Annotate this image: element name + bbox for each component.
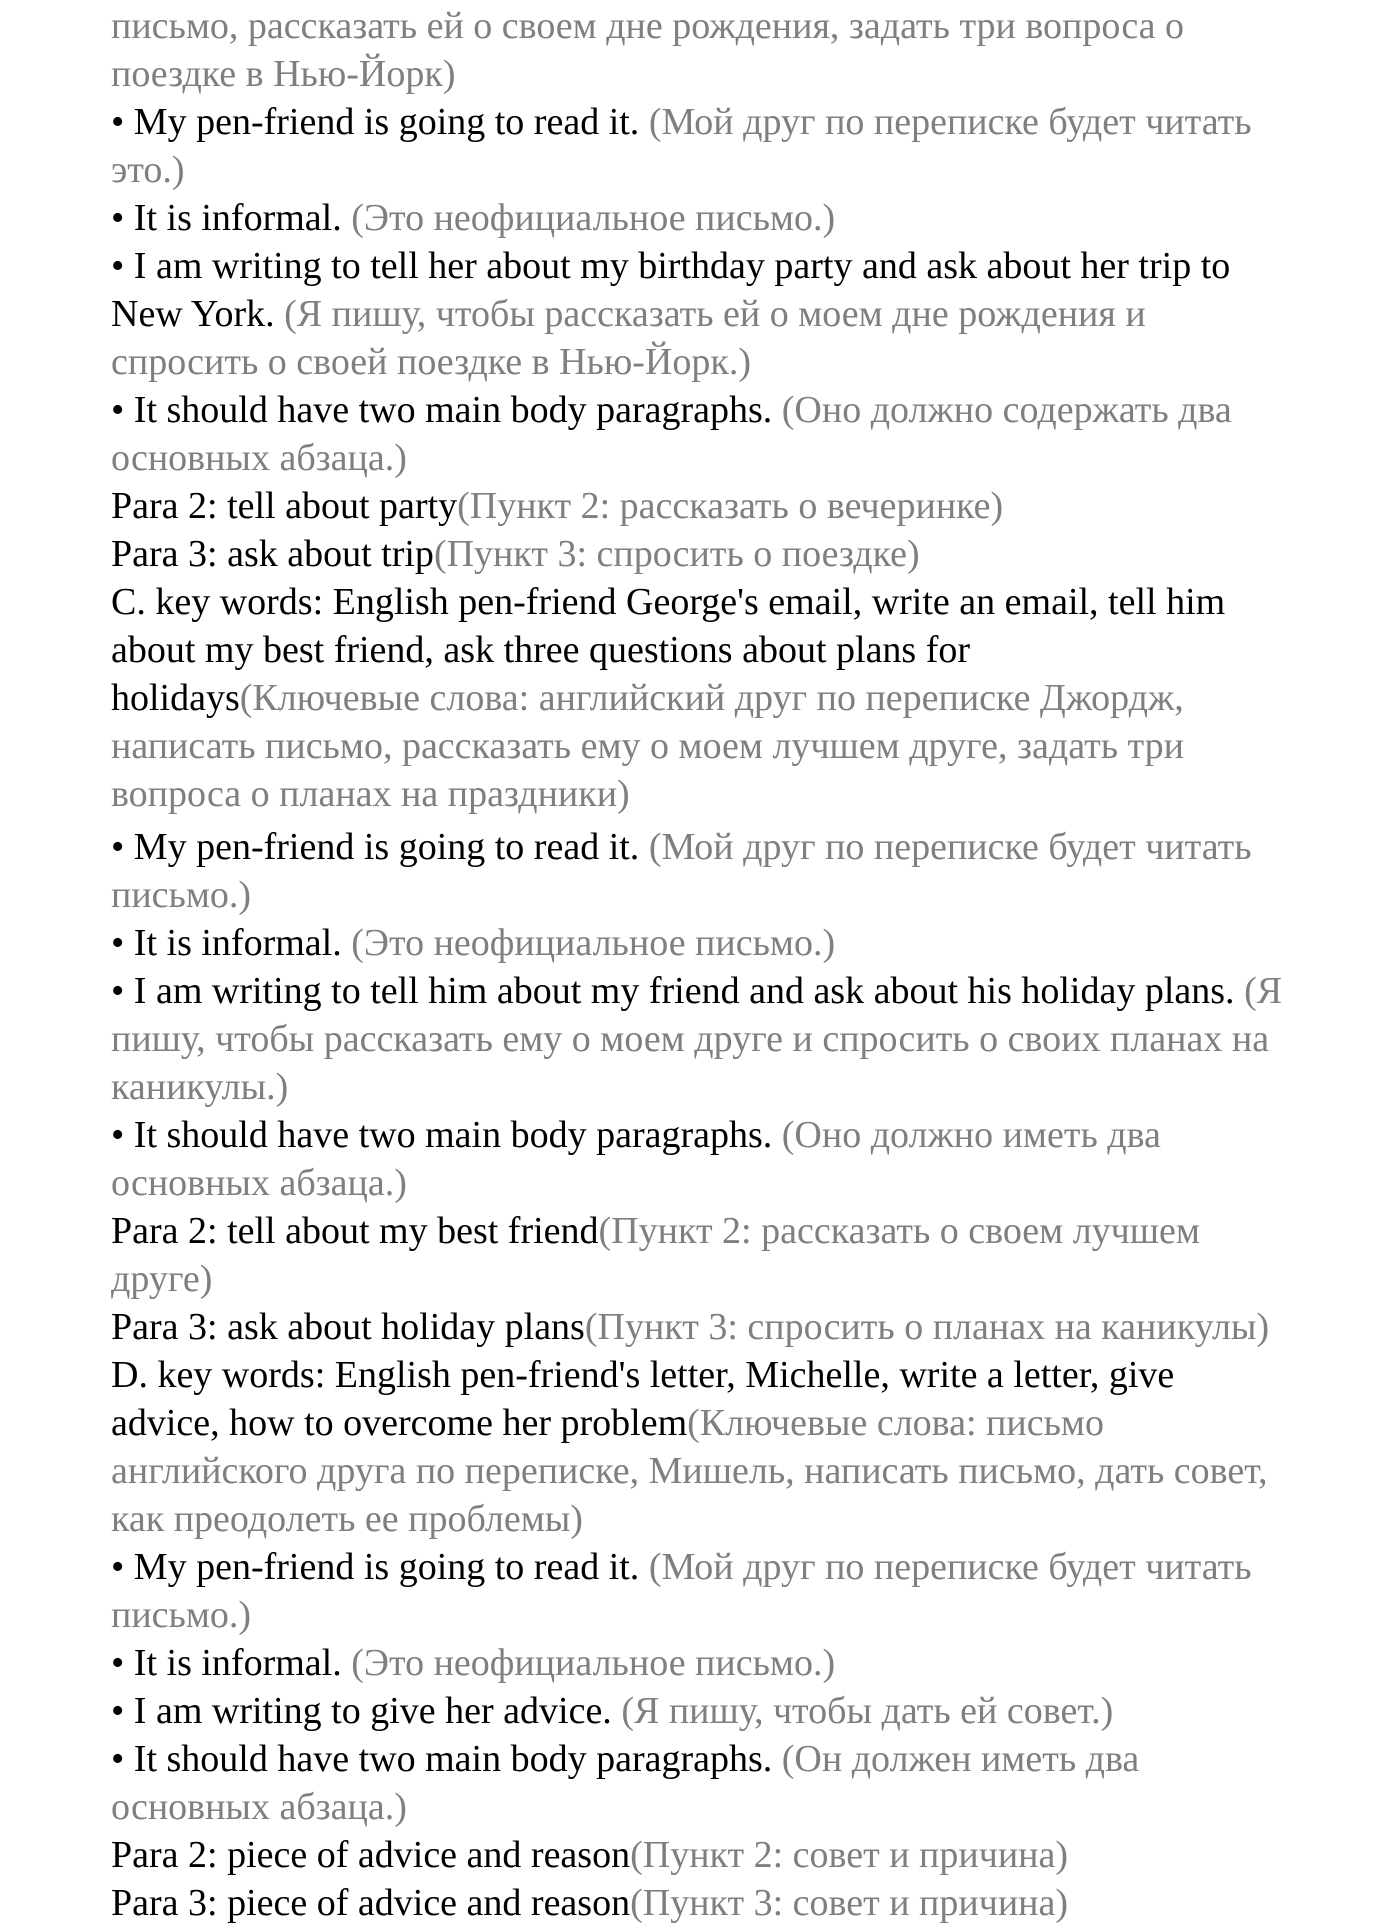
section-c-and-d	[111, 823, 1393, 1927]
russian-translation: (Я	[1244, 970, 1283, 1012]
text-line	[111, 1447, 1393, 1495]
russian-translation: английского друга по переписке, Мишель, написать письмо, дать совет,	[111, 1450, 1268, 1492]
text-line	[111, 2, 1393, 50]
russian-translation: пишу, чтобы рассказать ему о моем друге и спросить о своих планах на	[111, 1018, 1270, 1060]
russian-translation: (Это неофициальное письмо.)	[351, 1642, 836, 1684]
text-line	[111, 674, 1393, 722]
bullet-paragraphs	[111, 386, 1393, 434]
text-line	[111, 1159, 1393, 1207]
english-text: Para 2: tell about my best friend	[111, 1210, 599, 1252]
text-line	[111, 871, 1393, 919]
russian-translation: (Он должен иметь два	[781, 1738, 1140, 1780]
bullet-style	[111, 1639, 1393, 1687]
russian-translation: (Ключевые слова: английский друг по переписке Джордж,	[239, 677, 1184, 719]
section-b-and-c	[111, 98, 1393, 818]
text-line	[111, 1495, 1393, 1543]
russian-translation: (Пункт 2: рассказать о своем лучшем	[598, 1210, 1200, 1252]
bullet-purpose	[111, 242, 1393, 290]
english-text: Para 2: tell about party	[111, 485, 458, 527]
russian-translation: (Оно должно иметь два	[781, 1114, 1161, 1156]
text-line	[111, 1255, 1393, 1303]
key-words-c	[111, 578, 1393, 626]
text-line	[111, 626, 1393, 674]
english-text: • It is informal.	[111, 197, 352, 239]
para-3-plan	[111, 1303, 1393, 1351]
russian-translation: (Мой друг по переписке будет читать	[648, 826, 1252, 868]
english-text: Para 2: piece of advice and reason	[111, 1834, 631, 1876]
russian-translation: друге)	[111, 1258, 213, 1300]
english-text: Para 3: ask about trip	[111, 533, 434, 575]
english-text: holidays	[111, 677, 240, 719]
russian-translation: как преодолеть ее проблемы)	[111, 1498, 583, 1540]
bullet-reader	[111, 98, 1393, 146]
russian-translation: это.)	[111, 149, 185, 191]
english-text: Para 3: piece of advice and reason	[111, 1882, 631, 1924]
para-3-plan	[111, 1879, 1393, 1927]
text-line	[111, 1063, 1393, 1111]
bullet-reader	[111, 1543, 1393, 1591]
russian-translation: (Пункт 2: рассказать о вечеринке)	[457, 485, 1004, 527]
text-line	[111, 434, 1393, 482]
russian-translation: (Ключевые слова: письмо	[687, 1402, 1104, 1444]
english-text: • I am writing to tell him about my friend and ask about his holiday plans.	[111, 970, 1245, 1012]
bullet-style	[111, 919, 1393, 967]
russian-translation: поездке в Нью-Йорк)	[111, 53, 456, 95]
text-line	[111, 1399, 1393, 1447]
english-text: • My pen-friend is going to read it.	[111, 101, 649, 143]
russian-translation: (Мой друг по переписке будет читать	[648, 1546, 1252, 1588]
english-text: • I am writing to tell her about my birthday party and ask about her trip to	[111, 245, 1231, 287]
russian-translation: основных абзаца.)	[111, 1162, 407, 1204]
para-2-plan	[111, 1207, 1393, 1255]
russian-translation: письмо.)	[111, 874, 252, 916]
key-words-d	[111, 1351, 1393, 1399]
section-intro	[111, 2, 1393, 98]
english-text: • It should have two main body paragraphs.	[111, 1114, 782, 1156]
russian-translation: (Мой друг по переписке будет читать	[648, 101, 1252, 143]
para-2-plan	[111, 482, 1393, 530]
document-page	[111, 2, 1393, 1927]
bullet-purpose	[111, 967, 1393, 1015]
russian-translation: основных абзаца.)	[111, 437, 407, 479]
para-3-plan	[111, 530, 1393, 578]
russian-translation: (Пункт 3: совет и причина)	[630, 1882, 1069, 1924]
russian-translation: (Пункт 3: спросить о планах на каникулы)	[584, 1306, 1270, 1348]
para-2-plan	[111, 1831, 1393, 1879]
english-text: Para 3: ask about holiday plans	[111, 1306, 585, 1348]
bullet-paragraphs	[111, 1111, 1393, 1159]
russian-translation: вопроса о планах на праздники)	[111, 773, 630, 815]
text-line	[111, 722, 1393, 770]
text-line	[111, 1015, 1393, 1063]
russian-translation: каникулы.)	[111, 1066, 289, 1108]
russian-translation: спросить о своей поездке в Нью-Йорк.)	[111, 341, 751, 383]
bullet-reader	[111, 823, 1393, 871]
english-text: • It is informal.	[111, 922, 352, 964]
english-text: • I am writing to give her advice.	[111, 1690, 622, 1732]
text-line	[111, 146, 1393, 194]
bullet-purpose	[111, 1687, 1393, 1735]
russian-translation: (Это неофициальное письмо.)	[351, 922, 836, 964]
russian-translation: (Я пишу, чтобы дать ей совет.)	[621, 1690, 1114, 1732]
russian-translation: (Пункт 3: спросить о поездке)	[433, 533, 920, 575]
text-line	[111, 770, 1393, 818]
text-line	[111, 1591, 1393, 1639]
english-text: • My pen-friend is going to read it.	[111, 826, 649, 868]
english-text: about my best friend, ask three questions about plans for	[111, 629, 971, 671]
text-line	[111, 290, 1393, 338]
english-text: New York.	[111, 293, 285, 335]
english-text: • It is informal.	[111, 1642, 352, 1684]
english-text: • My pen-friend is going to read it.	[111, 1546, 649, 1588]
russian-translation: (Пункт 2: совет и причина)	[630, 1834, 1069, 1876]
english-text: • It should have two main body paragraphs.	[111, 389, 782, 431]
russian-translation: основных абзаца.)	[111, 1786, 407, 1828]
russian-translation: (Оно должно содержать два	[781, 389, 1232, 431]
english-text: advice, how to overcome her problem	[111, 1402, 688, 1444]
russian-translation: письмо.)	[111, 1594, 252, 1636]
text-line	[111, 338, 1393, 386]
russian-translation: письмо, рассказать ей о своем дне рождения, задать три вопроса о	[111, 5, 1185, 47]
bullet-style	[111, 194, 1393, 242]
english-text: D. key words: English pen-friend's letter, Michelle, write a letter, give	[111, 1354, 1175, 1396]
russian-translation: (Я пишу, чтобы рассказать ей о моем дне рождения и	[284, 293, 1146, 335]
russian-translation: написать письмо, рассказать ему о моем лучшем друге, задать три	[111, 725, 1184, 767]
text-line	[111, 50, 1393, 98]
english-text: C. key words: English pen-friend George's email, write an email, tell him	[111, 581, 1226, 623]
russian-translation: (Это неофициальное письмо.)	[351, 197, 836, 239]
text-line	[111, 1783, 1393, 1831]
bullet-paragraphs	[111, 1735, 1393, 1783]
english-text: • It should have two main body paragraphs.	[111, 1738, 782, 1780]
